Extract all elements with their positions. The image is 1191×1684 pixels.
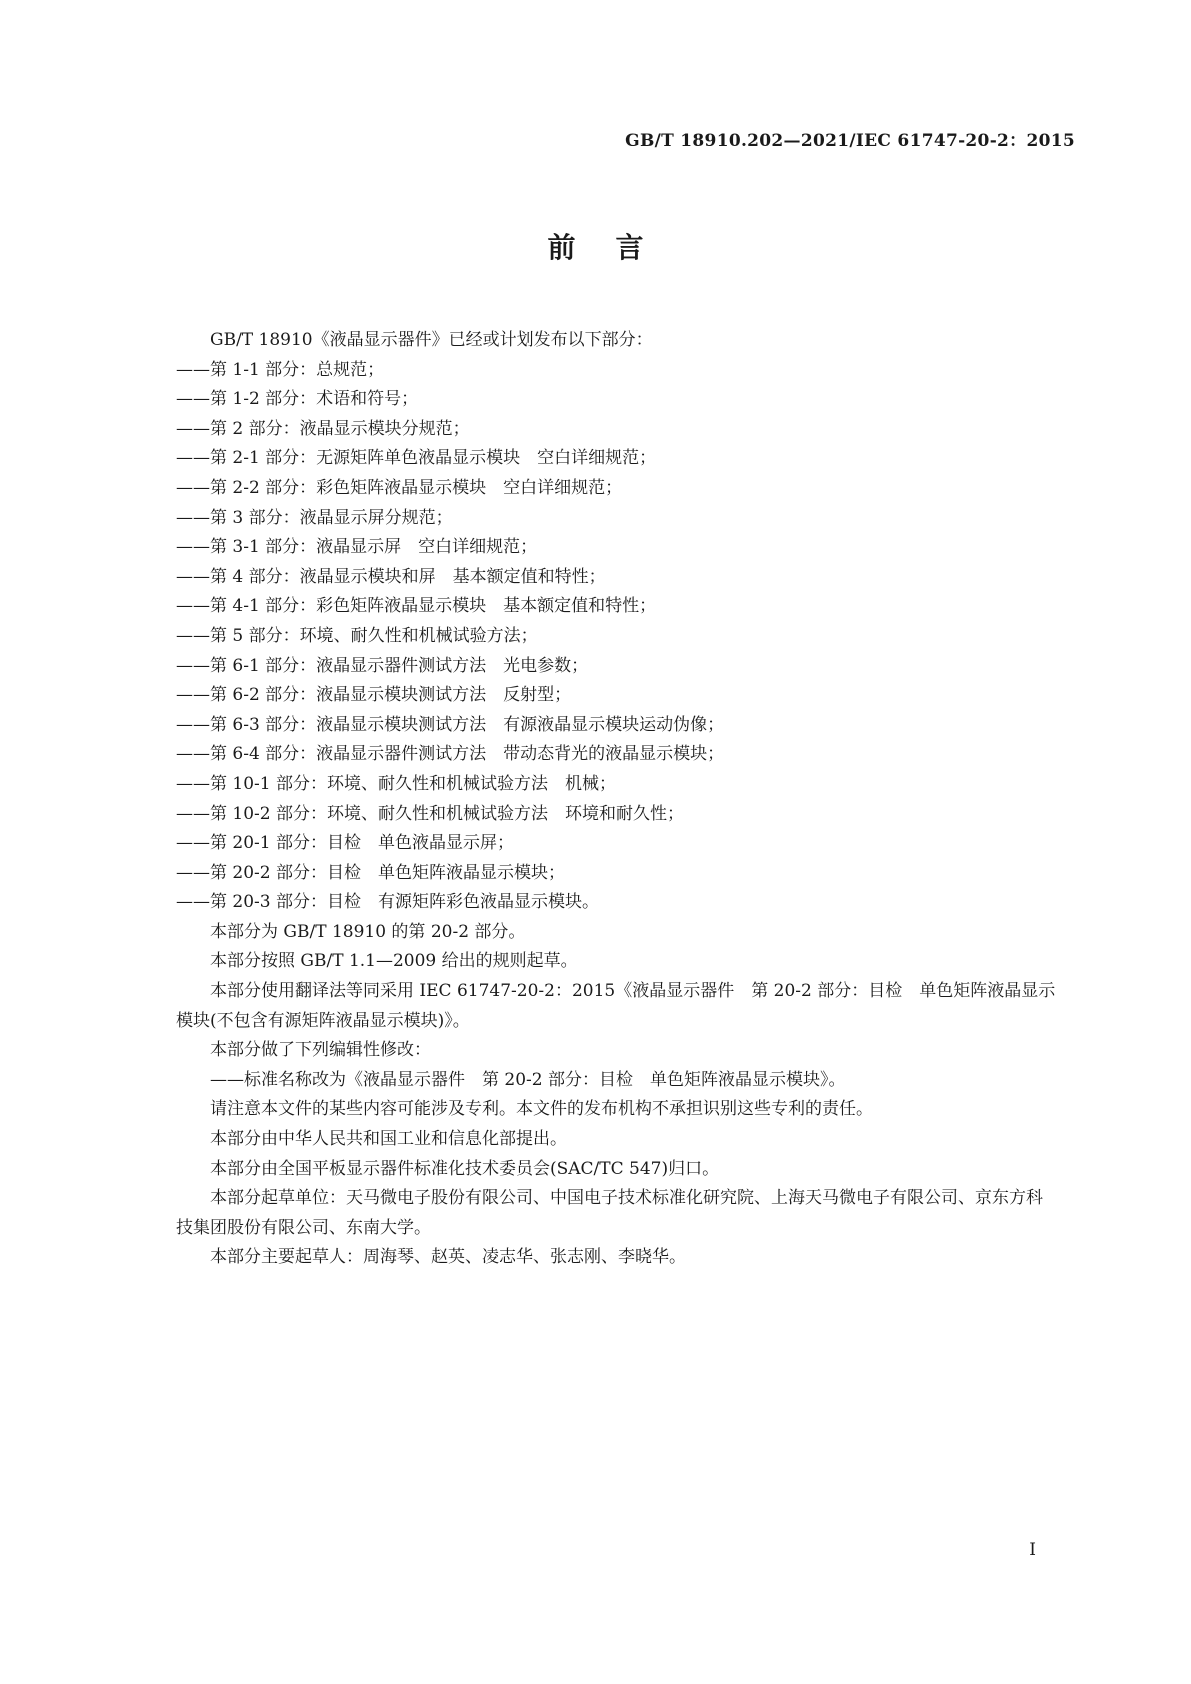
list-item: ——第 4 部分：液晶显示模块和屏 基本额定值和特性； [176, 566, 606, 587]
list-item: ——第 5 部分：环境、耐久性和机械试验方法； [176, 625, 538, 646]
foreword-body [176, 326, 1056, 1273]
paragraph-editorial-changes: 本部分做了下列编辑性修改： [210, 1040, 431, 1061]
paragraph-title-change: ——标准名称改为《液晶显示器件 第 20-2 部分：目检 单色矩阵液晶显示模块》。 [210, 1069, 846, 1090]
list-item: ——第 1-2 部分：术语和符号； [176, 389, 419, 410]
list-item: ——第 6-2 部分：液晶显示模块测试方法 反射型； [176, 685, 572, 706]
paragraph-adoption: 本部分使用翻译法等同采用 IEC 61747-20-2：2015《液晶显示器件 第 20-2 部分：目检 单色矩阵液晶显示模块(不包含有源矩阵液晶显示模块)》。 [176, 981, 1056, 1031]
list-item: ——第 20-3 部分：目检 有源矩阵彩色液晶显示模块。 [176, 892, 599, 913]
list-item: ——第 1-1 部分：总规范； [176, 359, 385, 380]
list-item: ——第 2-1 部分：无源矩阵单色液晶显示模块 空白详细规范； [176, 448, 657, 469]
paragraph-proposer: 本部分由中华人民共和国工业和信息化部提出。 [210, 1129, 567, 1150]
parts-list [176, 356, 1056, 918]
list-item: ——第 20-1 部分：目检 单色液晶显示屏； [176, 833, 514, 854]
list-item: ——第 3 部分：液晶显示屏分规范； [176, 507, 453, 528]
paragraph-patent-notice: 请注意本文件的某些内容可能涉及专利。本文件的发布机构不承担识别这些专利的责任。 [210, 1099, 873, 1120]
list-item: ——第 4-1 部分：彩色矩阵液晶显示模块 基本额定值和特性； [176, 596, 657, 617]
paragraph-drafting-units: 本部分起草单位：天马微电子股份有限公司、中国电子技术标准化研究院、上海天马微电子有限公司、京东方科技集团股份有限公司、东南大学。 [176, 1188, 1043, 1238]
list-item: ——第 20-2 部分：目检 单色矩阵液晶显示模块； [176, 862, 565, 883]
list-item: ——第 6-1 部分：液晶显示器件测试方法 光电参数； [176, 655, 589, 676]
page-number: I [1029, 1540, 1036, 1560]
standard-number-header: GB/T 18910.202—2021/IEC 61747-20-2：2015 [625, 131, 1075, 151]
page-title: 前言 [547, 231, 684, 264]
paragraph-committee: 本部分由全国平板显示器件标准化技术委员会(SAC/TC 547)归口。 [210, 1158, 720, 1179]
intro-paragraph: GB/T 18910《液晶显示器件》已经或计划发布以下部分： [210, 330, 653, 350]
list-item: ——第 6-4 部分：液晶显示器件测试方法 带动态背光的液晶显示模块； [176, 744, 725, 765]
list-item: ——第 10-1 部分：环境、耐久性和机械试验方法 机械； [176, 773, 616, 794]
list-item: ——第 2 部分：液晶显示模块分规范； [176, 418, 470, 439]
list-item: ——第 3-1 部分：液晶显示屏 空白详细规范； [176, 537, 538, 558]
list-item: ——第 10-2 部分：环境、耐久性和机械试验方法 环境和耐久性； [176, 803, 684, 824]
list-item: ——第 6-3 部分：液晶显示模块测试方法 有源液晶显示模块运动伪像； [176, 714, 725, 735]
paragraph-drafting-rules: 本部分按照 GB/T 1.1—2009 给出的规则起草。 [210, 951, 578, 972]
paragraph-part-number: 本部分为 GB/T 18910 的第 20-2 部分。 [210, 921, 526, 942]
paragraph-drafters: 本部分主要起草人：周海琴、赵英、凌志华、张志刚、李晓华。 [210, 1247, 686, 1268]
list-item: ——第 2-2 部分：彩色矩阵液晶显示模块 空白详细规范； [176, 477, 623, 498]
